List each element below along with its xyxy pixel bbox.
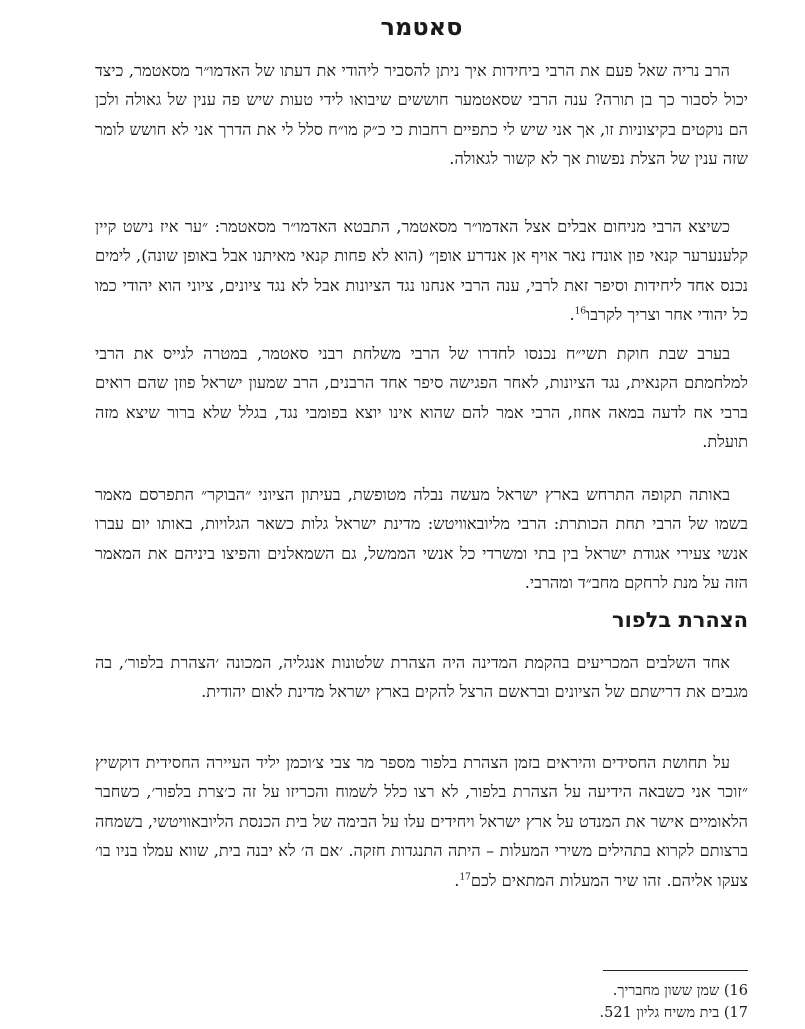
paragraph-text: הרב נריה שאל פעם את הרבי ביחידות איך ניתן להסביר ליהודי את דעתו של האדמו״ר מסאטמר, כיצד יכול לסבור כך בן תורה? ענה הרבי שסאטמער חוששים שיבואו לידי טעות שיש פה ענין של גאולה ולכן הם נוקטים בקיצוניות זו, אך אני שיש לי כתפיים רחבות כי כ״ק מו״ח סלל לי את הדרך אני לא חושש לומר שזה ענין של הצלת נפשות אך לא קשור לגאולה. — [95, 61, 748, 169]
footnote-ref[interactable]: 16 — [574, 306, 587, 317]
section-heading: הצהרת בלפור — [611, 608, 748, 632]
paragraph — [95, 648, 748, 707]
paragraph — [95, 56, 748, 174]
footnote-ref[interactable]: 17 — [459, 872, 471, 883]
footnote-divider — [603, 970, 748, 971]
paragraph-text: . — [569, 305, 575, 325]
paragraph-text: באותה תקופה התרחש בארץ ישראל מעשה נבלה מטופשת, בעיתון הציוני ״הבוקר״ התפרסם מאמר בשמו של הרבי תחת הכותרת: הרבי מליובאוויטש: מדינת ישראל גלות כשאר הגלויות, באותו יום עברו אנשי צעירי אגודת ישראל בין בתי ומשרדי כל אנשי הממשל, גם השמאלנים והפיצו ביניהם את המאמר הזה על מנת לרחקם מחב״ד ומהרבי. — [95, 485, 748, 593]
paragraph-text: . — [454, 870, 460, 890]
paragraph-text: כשיצא הרבי מניחום אבלים אצל האדמו״ר מסאטמר, התבטא האדמו״ר מסאטמר: ״ער איז נישט קיין קלענערער קנאי פון אונדז נאר אויף אן אנדרע אופן״ (הוא לא פחות קנאי מאיתנו אבל באופן שונה), לימים נכנס אחד ליחידות וסיפר זאת לרבי, ענה הרבי אנחנו נגד הציונות אבל לא נגד ציונים, ציוני הוא יהודי כמו כל יהודי אחר וצריך לקרבו — [95, 217, 748, 325]
paragraph-text: על תחושת החסידים והיראים בזמן הצהרת בלפור מספר מר צבי צ׳וכמן יליד העיירה החסידית דוקשיץ ״זוכר אני כשבאה הידיעה על הצהרת בלפור, לא רצו כלל לשמוח והכריזו על זה כ׳צרת בלפור׳, כשחבר הלאומיים אישר את המנדט על ארץ ישראל ויחידים עלו על הבימה של בית הכנסת הליובאוויטשי, בשמחה ברצותם לקרוא בתהילים משירי המעלות – היתה התנגדות חזקה. ׳אם ה׳ לא יבנה בית, שווא עמלו בניו בו׳ צעקו אליהם. זהו שיר המעלות המתאים לכם — [95, 753, 748, 890]
paragraph — [95, 480, 748, 598]
paragraph — [95, 339, 748, 457]
footnotes-list — [95, 980, 748, 1024]
footnote: 17) בית משיח גליון 521. — [599, 1005, 748, 1021]
paragraph-text: בערב שבת חוקת תשי״ח נכנסו לחדרו של הרבי משלחת רבני סאטמר, במטרה לגייס את הרבי למלחמתם הקנאית, נגד הציונות, לאחר הפגישה סיפר אחד הרבנים, הרב שמעון ישראל פוזן שהם רואים ברבי אח לדעה במאה אחוז, הרבי אמר להם שהוא אינו יוצא בפומבי נגד, בגלל שלא ברור שיצא מזה תועלת. — [95, 344, 748, 452]
paragraph — [95, 748, 748, 895]
footnote: 16) שמן ששון מחבריך. — [612, 983, 748, 999]
page-title: סאטמר — [380, 13, 463, 41]
paragraph — [95, 212, 748, 330]
paragraph-text: אחד השלבים המכריעים בהקמת המדינה היה הצהרת שלטונות אנגליה, המכונה ׳הצהרת בלפור׳, בה מגבים את דרישתם של הציונים ובראשם הרצל להקים בארץ ישראל מדינת לאום יהודית. — [95, 653, 748, 702]
